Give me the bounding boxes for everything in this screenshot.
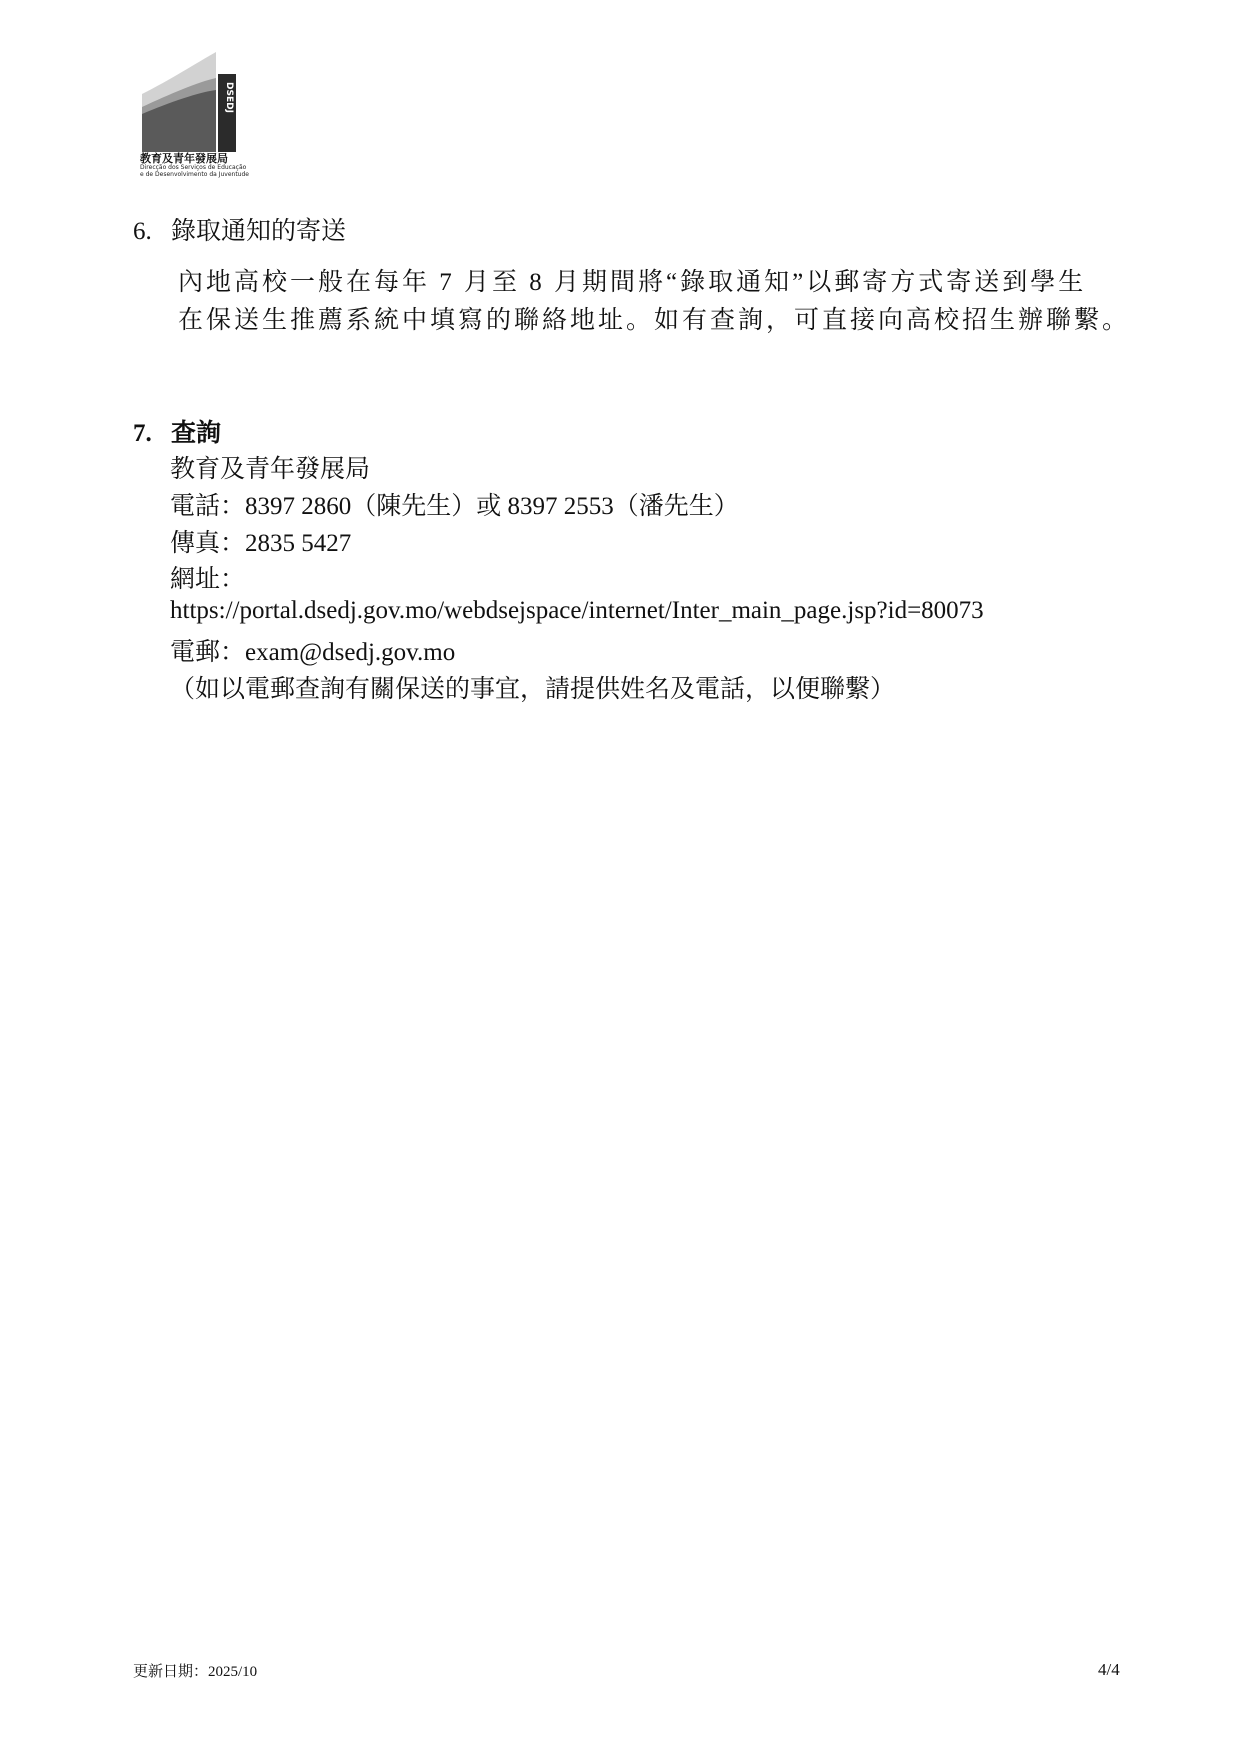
logo-brand: DSEDJ (224, 82, 234, 113)
contact-website-link[interactable]: https://portal.dsedj.gov.mo/webdsejspace/internet/Inter_main_page.jsp?id=80073 (170, 597, 984, 624)
section-title: 錄取通知的寄送 (171, 218, 347, 245)
logo-name-cn: 教育及青年發展局 (140, 152, 228, 165)
contact-org: 教育及青年發展局 (170, 456, 371, 483)
logo-graphic-icon (140, 52, 255, 152)
logo-name-pt-2: e de Desenvolvimento da Juventude (140, 171, 249, 178)
contact-email[interactable]: 電郵：exam@dsedj.gov.mo (170, 639, 456, 666)
paragraph-line: 內地高校一般在每年 7 月至 8 月期間將“錄取通知”以郵寄方式寄送到學生 (178, 269, 1087, 296)
section-title: 查詢 (171, 420, 222, 447)
section-number: 7. (133, 420, 152, 447)
contact-fax: 傳真：2835 5427 (170, 530, 352, 557)
logo-name-pt-1: Direcção dos Serviços de Educação (140, 164, 247, 171)
section-number: 6. (133, 218, 152, 245)
footer-updated-date: 更新日期：2025/10 (133, 1664, 258, 1680)
contact-phone: 電話：8397 2860（陳先生）或 8397 2553（潘先生） (170, 493, 739, 520)
section-6-heading (133, 211, 346, 247)
footer-page-number: 4/4 (1098, 1660, 1120, 1679)
paragraph-line: 在保送生推薦系統中填寫的聯絡地址。如有查詢，可直接向高校招生辦聯繫。 (178, 307, 1131, 334)
dsedj-logo (140, 52, 255, 182)
contact-website-label: 網址： (170, 566, 246, 593)
contact-note: （如以電郵查詢有關保送的事宜，請提供姓名及電話，以便聯繫） (170, 676, 896, 703)
section-7-heading (133, 413, 221, 449)
